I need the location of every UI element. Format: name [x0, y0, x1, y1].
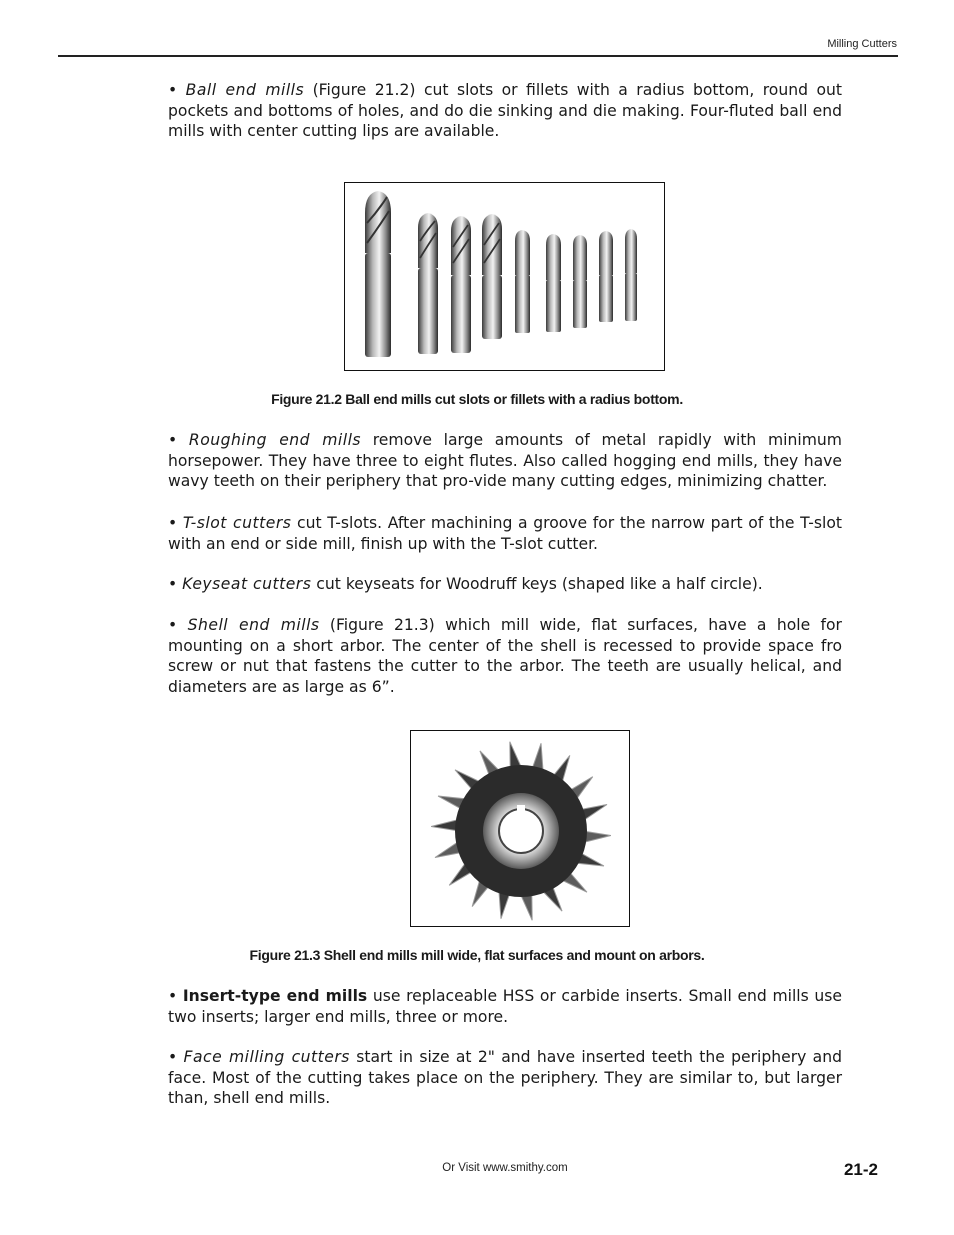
figure-shell-end-mill-image: [410, 730, 630, 927]
running-header: Milling Cutters: [827, 38, 897, 50]
page-number: 21-2: [843, 1160, 878, 1179]
term-insert-type-end-mills: Insert-type end mills: [182, 987, 368, 1005]
paragraph-text: start in size at 2" and have inserted teeth the periphery and face. Most of the cutting takes place on the periphery. They are similar to, but larger than, shell end mills.: [168, 1048, 842, 1108]
figure-21-2-caption: Figure 21.2 Ball end mills cut slots or fillets with a radius bottom.: [271, 391, 683, 407]
paragraph-text: (Figure 21.3) which mill wide, flat surfaces, have a hole for mounting on a short arbor. The center of the shell is recessed to provide space fro screw or nut that fastens the cutter to the arbor. The teeth are usually helical, and diameters are as large as 6”.: [168, 616, 842, 696]
bullet: •: [168, 987, 178, 1005]
paragraph-text: cut keyseats for Woodruff keys (shaped like a half circle).: [311, 575, 763, 593]
bullet: •: [168, 431, 178, 449]
term-face-milling-cutters: Face milling cutters: [183, 1048, 350, 1066]
paragraph-t-slot-cutters: [168, 513, 842, 554]
term-ball-end-mills: Ball end mills: [185, 81, 305, 99]
term-roughing-end-mills: Roughing end mills: [188, 431, 362, 449]
footer-website: Or Visit www.smithy.com: [442, 1162, 568, 1174]
ball-end-mills-illustration: [345, 183, 663, 369]
bullet: •: [168, 575, 178, 593]
figure-21-3-caption: Figure 21.3 Shell end mills mill wide, flat surfaces and mount on arbors.: [249, 947, 705, 963]
bullet: •: [168, 1048, 178, 1066]
paragraph-insert-type-end-mills: [168, 986, 842, 1027]
header-rule: [58, 55, 898, 57]
term-shell-end-mills: Shell end mills: [187, 616, 320, 634]
bullet: •: [168, 616, 178, 634]
bullet: •: [168, 81, 178, 99]
paragraph-roughing-end-mills: [168, 430, 842, 492]
figure-ball-end-mills-image: [344, 182, 665, 371]
bullet: •: [168, 514, 178, 532]
paragraph-face-milling-cutters: [168, 1047, 842, 1109]
paragraph-text: (Figure 21.2) cut slots or fillets with a radius bottom, round out pockets and bottoms of holes, and do die sinking and die making. Four-fluted ball end mills with center cutting lips are available.: [168, 81, 842, 141]
paragraph-ball-end-mills: [168, 80, 842, 142]
term-keyseat-cutters: Keyseat cutters: [182, 575, 312, 593]
term-t-slot-cutters: T-slot cutters: [182, 514, 292, 532]
paragraph-text: cut T-slots. After machining a groove for the narrow part of the T-slot with an end or side mill, finish up with the T-slot cutter.: [168, 514, 842, 553]
shell-end-mill-illustration: [411, 731, 628, 925]
paragraph-text: use replaceable HSS or carbide inserts. Small end mills use two inserts; larger end mills, three or more.: [168, 987, 842, 1026]
paragraph-shell-end-mills: [168, 615, 842, 697]
paragraph-text: remove large amounts of metal rapidly with minimum horsepower. They have three to eight flutes. Also called hogging end mills, they have wavy teeth on their periphery that pro-vide many cutting edges, minimizing chatter.: [168, 431, 842, 491]
paragraph-keyseat-cutters: [168, 574, 842, 595]
